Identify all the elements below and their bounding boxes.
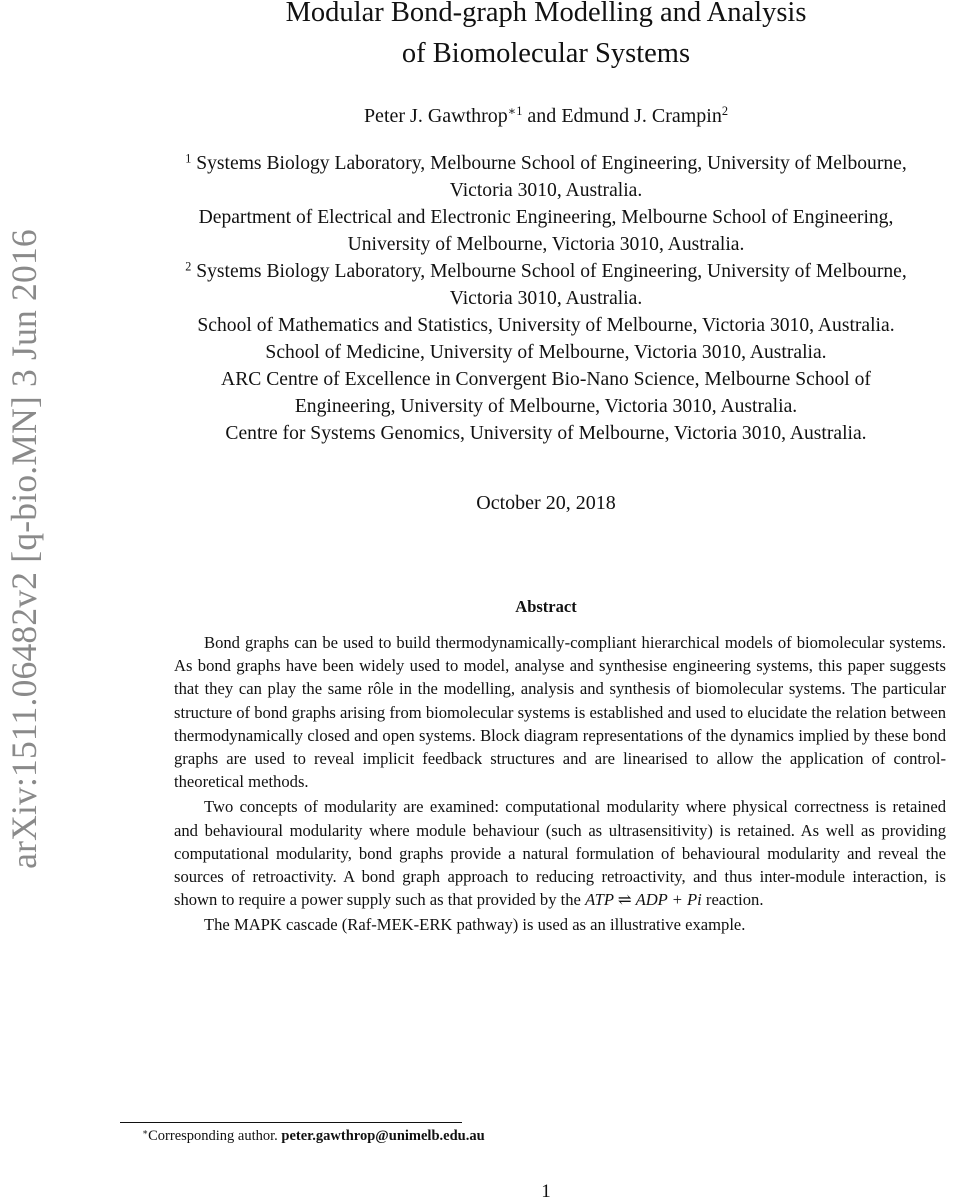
author-1-name: Peter J. Gawthrop [363,105,508,127]
affiliation-2 [120,204,972,258]
affiliation-5 [120,339,972,366]
arxiv-identifier: arXiv:1511.06482v2 [q-bio.MN] 3 Jun 2016 [4,229,45,869]
author-conjunction: and [522,105,562,127]
affiliation-line: Systems Biology Laboratory, Melbourne School of Engineering, University of Melbourne, [196,261,907,282]
affiliations [120,150,972,447]
title-line-2: of Biomolecular Systems [401,38,691,69]
page-number: 1 [541,1181,551,1202]
footnote [142,1125,842,1147]
footnote-divider [120,1122,462,1123]
affiliation-line: Engineering, University of Melbourne, Victoria 3010, Australia. [294,396,798,417]
affiliation-3 [120,258,972,312]
author-email-link[interactable]: peter.gawthrop@unimelb.edu.au [281,1128,485,1144]
affiliation-line: Victoria 3010, Australia. [449,288,643,309]
abstract-body [174,631,946,939]
author-1-marks: ∗1 [507,104,523,119]
affiliation-line: School of Medicine, University of Melbourne, Victoria 3010, Australia. [265,342,827,363]
affiliation-line: ARC Centre of Excellence in Convergent Bio-Nano Science, Melbourne School of [221,369,871,390]
abstract-paragraph-2-end: reaction. [701,890,764,910]
author-2-marks: 2 [721,104,729,119]
affiliation-4 [120,312,972,339]
author-2-name: Edmund J. Crampin [561,105,722,127]
affiliation-1 [120,150,972,204]
arxiv-side-stamp [2,193,46,905]
paper-date: October 20, 2018 [476,492,616,514]
affiliation-line: School of Mathematics and Statistics, University of Melbourne, Victoria 3010, Australia. [197,315,895,336]
footnote-mark: ∗ [142,1127,149,1138]
abstract-paragraph-2 [174,795,946,911]
affiliation-6 [120,366,972,420]
author-list [120,102,972,130]
affiliation-line: Centre for Systems Genomics, University of Melbourne, Victoria 3010, Australia. [225,423,867,444]
affiliation-line: University of Melbourne, Victoria 3010, Australia. [347,234,745,255]
abstract-paragraph-2-text: Two concepts of modularity are examined: computational modularity where physical correctness is retained and behavioural modularity where module behaviour (such as ultrasensitivity) is retained. As well as providing computational modularity, bond graphs provide a natural formulation of behavioural modularity and reveal the sources of retroactivity. A bond graph approach to reducing retroactivity, and thus inter-module interaction, is shown to require a power supply such as that provided by the [174,797,946,910]
abstract-paragraph-1: Bond graphs can be used to build thermodynamically-compliant hierarchical models of biomolecular systems. As bond graphs have been widely used to model, analyse and synthesise engineering systems, this paper suggests that they can play the same rôle in the modelling, analysis and synthesis of biomolecular systems. The particular structure of bond graphs arising from biomolecular systems is established and used to elucidate the relation between thermodynamically closed and open systems. Block diagram representations of the dynamics implied by these bond graphs are used to reveal implicit feedback structures and are linearised to allow the application of control-theoretical methods. [174,633,946,792]
affiliation-line: Systems Biology Laboratory, Melbourne School of Engineering, University of Melbourne, [196,153,907,174]
abstract-paragraph-3: The MAPK cascade (Raf-MEK-ERK pathway) is used as an illustrative example. [204,915,746,935]
affiliation-line: Department of Electrical and Electronic Engineering, Melbourne School of Engineering, [198,207,894,228]
affiliation-7 [120,420,972,447]
affiliation-line: Victoria 3010, Australia. [449,180,643,201]
paper-title [120,0,972,74]
affiliation-mark: 1 [185,151,192,166]
affiliation-mark: 2 [185,259,192,274]
title-line-1: Modular Bond-graph Modelling and Analysis [285,0,807,28]
footnote-text: Corresponding author. [148,1128,282,1144]
abstract-heading: Abstract [515,597,577,616]
reaction-equation: ATP ⇌ ADP + Pi [585,890,702,910]
